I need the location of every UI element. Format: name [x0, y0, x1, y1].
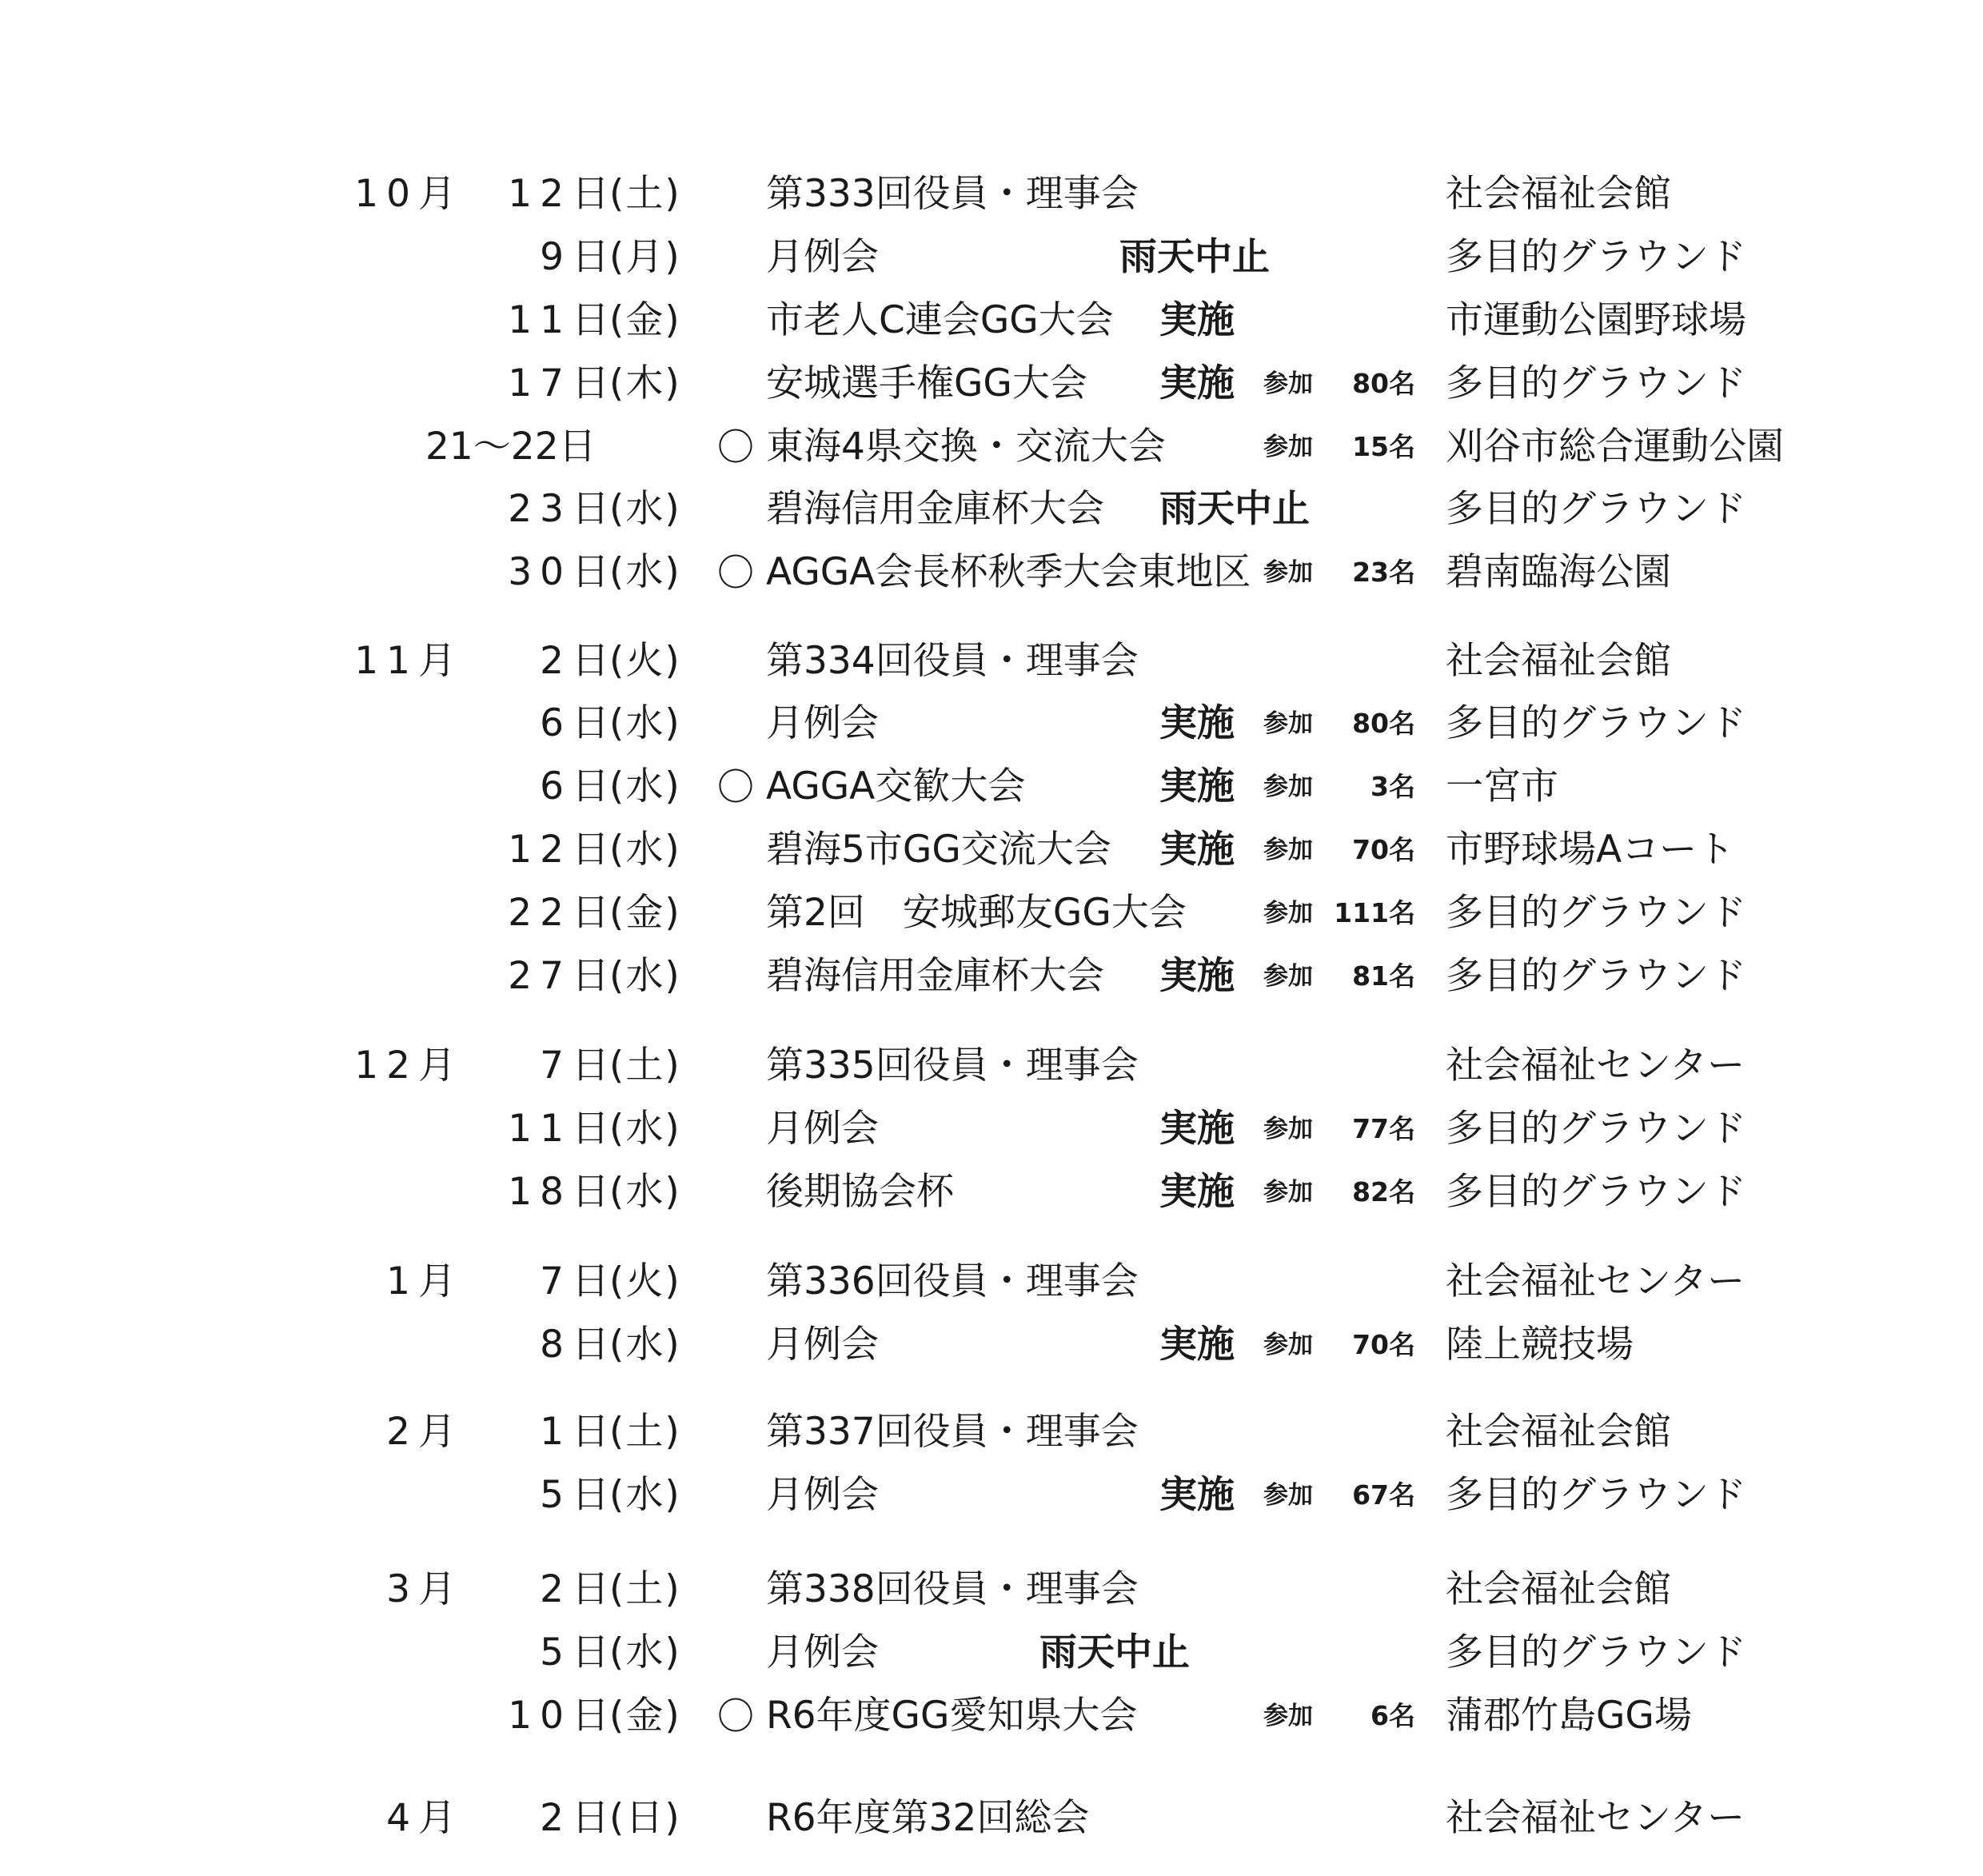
schedule-row [0, 481, 1983, 537]
day-label: 12日 [508, 172, 617, 216]
event-status: 実施 [1159, 298, 1235, 342]
event-status: 実施 [1159, 1170, 1235, 1214]
schedule-row [0, 696, 1983, 752]
participant-count: 70名 [1352, 834, 1415, 865]
event-name: 市老人C連会GG大会 [766, 298, 1114, 342]
event-name: 安城選手権GG大会 [766, 361, 1087, 405]
venue-name: 多目的グラウンド [1446, 1473, 1746, 1517]
weekday-label: (水) [609, 701, 681, 745]
weekday-label: (金) [609, 891, 681, 935]
schedule-row [0, 419, 1983, 475]
weekday-label: (土) [609, 172, 681, 216]
venue-name: 社会福祉会館 [1446, 1410, 1671, 1454]
day-label: 30日 [508, 550, 617, 594]
event-status: 実施 [1159, 701, 1235, 745]
date-range-label: 21～22日 [425, 425, 596, 469]
event-name: 後期協会杯 [766, 1170, 954, 1214]
weekday-label: (水) [609, 550, 681, 594]
month-label: 10月 [354, 172, 464, 216]
weekday-label: (土) [609, 1044, 681, 1088]
schedule-row [0, 1562, 1983, 1618]
event-status: 実施 [1159, 1107, 1235, 1151]
weekday-label: (金) [609, 1694, 681, 1738]
day-label: 11日 [508, 1107, 617, 1151]
event-name: 第334回役員・理事会 [766, 639, 1139, 683]
weekday-label: (水) [609, 828, 681, 872]
weekday-label: (火) [609, 639, 681, 683]
participant-count: 67名 [1352, 1479, 1415, 1511]
venue-name: 社会福祉会館 [1446, 172, 1671, 216]
schedule-row [0, 545, 1983, 601]
event-name: 碧海信用金庫杯大会 [766, 954, 1104, 998]
weekday-label: (水) [609, 487, 681, 531]
circle-mark-icon: 〇 [717, 765, 754, 808]
participation-label: 参加 [1263, 369, 1313, 398]
venue-name: 社会福祉センター [1446, 1259, 1746, 1303]
month-label: 4月 [386, 1796, 464, 1840]
weekday-label: (水) [609, 1323, 681, 1367]
venue-name: 多目的グラウンド [1446, 1170, 1746, 1214]
event-name: 月例会 [766, 701, 879, 745]
participant-count: 6名 [1371, 1700, 1415, 1731]
day-label: 9日 [540, 235, 617, 279]
schedule-row [0, 885, 1983, 941]
participation-label: 参加 [1263, 962, 1313, 991]
day-label: 17日 [508, 361, 617, 405]
weekday-label: (水) [609, 764, 681, 808]
venue-name: 社会福祉会館 [1446, 639, 1671, 683]
schedule-row [0, 1038, 1983, 1094]
day-label: 7日 [540, 1044, 617, 1088]
venue-name: 多目的グラウンド [1446, 891, 1746, 935]
participation-label: 参加 [1263, 1481, 1313, 1510]
day-label: 23日 [508, 487, 617, 531]
event-status: 雨天中止 [1159, 487, 1310, 531]
day-label: 10日 [508, 1694, 617, 1738]
participant-count: 23名 [1352, 557, 1415, 588]
venue-name: 多目的グラウンド [1446, 235, 1746, 279]
day-label: 22日 [508, 891, 617, 935]
schedule-row [0, 293, 1983, 349]
venue-name: 陸上競技場 [1446, 1323, 1634, 1367]
schedule-row [0, 759, 1983, 815]
month-label: 3月 [386, 1567, 464, 1611]
venue-name: 多目的グラウンド [1446, 1631, 1746, 1674]
circle-mark-icon: 〇 [717, 1694, 754, 1738]
schedule-row [0, 1467, 1983, 1523]
weekday-label: (水) [609, 1107, 681, 1151]
venue-name: 多目的グラウンド [1446, 487, 1746, 531]
venue-name: 社会福祉センター [1446, 1044, 1746, 1088]
event-name: 月例会 [766, 235, 879, 279]
day-label: 6日 [540, 701, 617, 745]
participation-label: 参加 [1263, 558, 1313, 587]
schedule-row [0, 1254, 1983, 1310]
weekday-label: (月) [609, 235, 681, 279]
weekday-label: (火) [609, 1259, 681, 1303]
day-label: 2日 [540, 1796, 617, 1840]
event-status: 実施 [1159, 828, 1235, 872]
day-label: 1日 [540, 1410, 617, 1454]
event-name: 月例会 [766, 1323, 879, 1367]
event-name: 月例会 [766, 1473, 879, 1517]
event-status: 実施 [1159, 1323, 1235, 1367]
participant-count: 81名 [1352, 960, 1415, 992]
month-label: 2月 [386, 1410, 464, 1454]
month-label: 12月 [354, 1044, 464, 1088]
schedule-row [0, 1317, 1983, 1373]
weekday-label: (水) [609, 1170, 681, 1214]
event-status: 実施 [1159, 1473, 1235, 1517]
participation-label: 参加 [1263, 1178, 1313, 1207]
venue-name: 社会福祉センター [1446, 1796, 1746, 1840]
event-name: R6年度GG愛知県大会 [766, 1694, 1138, 1738]
participation-label: 参加 [1263, 1331, 1313, 1359]
day-label: 27日 [508, 954, 617, 998]
event-name: 第336回役員・理事会 [766, 1259, 1139, 1303]
venue-name: 社会福祉会館 [1446, 1567, 1671, 1611]
event-status: 雨天中止 [1119, 235, 1270, 279]
schedule-row [0, 633, 1983, 689]
venue-name: 多目的グラウンド [1446, 1107, 1746, 1151]
weekday-label: (水) [609, 1631, 681, 1674]
event-status: 実施 [1159, 361, 1235, 405]
participant-count: 15名 [1352, 431, 1415, 462]
venue-name: 多目的グラウンド [1446, 954, 1746, 998]
day-label: 11日 [508, 298, 617, 342]
schedule-row [0, 1688, 1983, 1744]
event-status: 実施 [1159, 954, 1235, 998]
event-name: 第333回役員・理事会 [766, 172, 1139, 216]
venue-name: 碧南臨海公園 [1446, 550, 1671, 594]
day-label: 5日 [540, 1473, 617, 1517]
venue-name: 多目的グラウンド [1446, 701, 1746, 745]
weekday-label: (水) [609, 954, 681, 998]
event-name: 碧海信用金庫杯大会 [766, 487, 1104, 531]
schedule-row [0, 1164, 1983, 1220]
participation-label: 参加 [1263, 433, 1313, 461]
venue-name: 市野球場Aコート [1446, 828, 1735, 872]
schedule-row [0, 1404, 1983, 1460]
day-label: 8日 [540, 1323, 617, 1367]
day-label: 7日 [540, 1259, 617, 1303]
weekday-label: (日) [609, 1796, 681, 1840]
month-label: 11月 [354, 639, 464, 683]
event-name: 第2回 安城郵友GG大会 [766, 891, 1187, 935]
schedule-row [0, 1625, 1983, 1681]
venue-name: 蒲郡竹島GG場 [1446, 1694, 1692, 1738]
weekday-label: (金) [609, 298, 681, 342]
schedule-row [0, 356, 1983, 412]
event-name: AGGA交歓大会 [766, 764, 1026, 808]
day-label: 12日 [508, 828, 617, 872]
venue-name: 刈谷市総合運動公園 [1446, 425, 1784, 469]
participation-label: 参加 [1263, 709, 1313, 738]
weekday-label: (土) [609, 1410, 681, 1454]
participation-label: 参加 [1263, 836, 1313, 864]
participant-count: 80名 [1352, 368, 1415, 399]
weekday-label: (木) [609, 361, 681, 405]
participant-count: 111名 [1334, 897, 1415, 928]
weekday-label: (土) [609, 1567, 681, 1611]
event-name: 月例会 [766, 1107, 879, 1151]
month-label: 1月 [386, 1259, 464, 1303]
event-status: 実施 [1159, 764, 1235, 808]
day-label: 18日 [508, 1170, 617, 1214]
schedule-row [0, 822, 1983, 878]
venue-name: 多目的グラウンド [1446, 361, 1746, 405]
venue-name: 市運動公園野球場 [1446, 298, 1746, 342]
participation-label: 参加 [1263, 772, 1313, 801]
event-status: 雨天中止 [1039, 1631, 1190, 1674]
event-name: 第335回役員・理事会 [766, 1044, 1139, 1088]
event-name: 第337回役員・理事会 [766, 1410, 1139, 1454]
event-name: AGGA会長杯秋季大会東地区 [766, 550, 1251, 594]
circle-mark-icon: 〇 [717, 425, 754, 469]
participant-count: 3名 [1371, 771, 1415, 802]
participant-count: 82名 [1352, 1176, 1415, 1207]
event-name: 第338回役員・理事会 [766, 1567, 1139, 1611]
schedule-row [0, 230, 1983, 285]
participant-count: 77名 [1352, 1113, 1415, 1144]
circle-mark-icon: 〇 [717, 551, 754, 594]
participation-label: 参加 [1263, 899, 1313, 928]
schedule-row [0, 166, 1983, 222]
day-label: 2日 [540, 1567, 617, 1611]
event-name: R6年度第32回総会 [766, 1796, 1090, 1840]
schedule-row [0, 1790, 1983, 1846]
day-label: 5日 [540, 1631, 617, 1674]
schedule-row [0, 948, 1983, 1004]
schedule-row [0, 1101, 1983, 1157]
participant-count: 80名 [1352, 708, 1415, 739]
participation-label: 参加 [1263, 1702, 1313, 1730]
participant-count: 70名 [1352, 1329, 1415, 1360]
weekday-label: (水) [609, 1473, 681, 1517]
event-name: 月例会 [766, 1631, 879, 1674]
participation-label: 参加 [1263, 1115, 1313, 1144]
day-label: 6日 [540, 764, 617, 808]
venue-name: 一宮市 [1446, 764, 1558, 808]
event-name: 東海4県交換・交流大会 [766, 425, 1166, 469]
day-label: 2日 [540, 639, 617, 683]
event-name: 碧海5市GG交流大会 [766, 828, 1111, 872]
